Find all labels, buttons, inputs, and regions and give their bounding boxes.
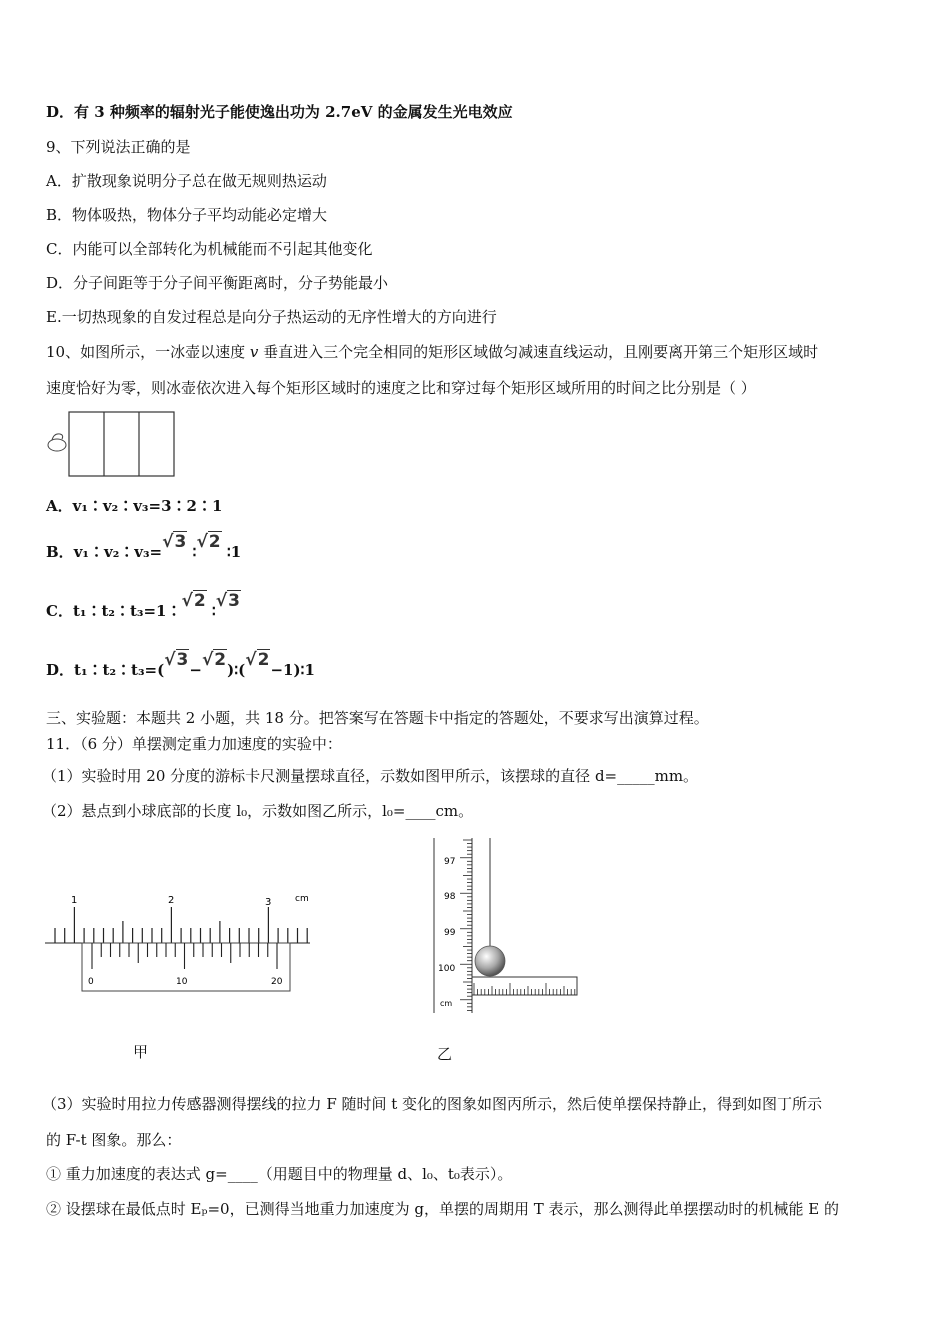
- q9-option-d: D．分子间距等于分子间平衡距离时，分子势能最小: [46, 274, 389, 292]
- q11-part3-sub1: ① 重力加速度的表达式 g=____（用题目中的物理量 d、l₀、t₀表示）。: [46, 1165, 513, 1183]
- caliper-vernier-label: 20: [271, 977, 283, 987]
- q9-option-b: B．物体吸热，物体分子平均动能必定增大: [46, 206, 328, 224]
- q10-option-b: B．v₁∶v₂∶v₃=√3 ∶√2 ∶1: [46, 532, 242, 561]
- q10-option-c: C．t₁∶t₂∶t₃=1∶√2 ∶√3: [46, 591, 240, 620]
- q9-stem: 9、下列说法正确的是: [46, 138, 191, 156]
- ruler-label: 98: [444, 892, 456, 902]
- curling-stone-icon: [48, 434, 66, 451]
- q11-part3-sub2: ② 设摆球在最低点时 Eₚ=0，已测得当地重力加速度为 g，单摆的周期用 T 表示，那么测得此单摆摆动时的机械能 E 的: [46, 1200, 839, 1218]
- ruler-label: 99: [444, 928, 456, 938]
- q11-part3-line2: 的 F-t 图象。那么：: [46, 1131, 182, 1149]
- ruler-unit: cm: [440, 999, 453, 1008]
- q11-part2: （2）悬点到小球底部的长度 l₀，示数如图乙所示，l₀=____cm。: [42, 802, 474, 820]
- pendulum-ball: [475, 946, 505, 976]
- caliper-vernier-label: 10: [176, 977, 188, 987]
- square-ruler-ticks: [474, 983, 575, 995]
- q10-stem-line1: 10、如图所示，一冰壶以速度 v 垂直进入三个完全相同的矩形区域做匀减速直线运动，且刚要离开第三个矩形区域时: [46, 343, 819, 361]
- rect-region-frame: [69, 412, 174, 476]
- caliper-main-label: 1: [71, 895, 78, 906]
- q11-part1: （1）实验时用 20 分度的游标卡尺测量摆球直径，示数如图甲所示，该摆球的直径 d=_____mm。: [42, 767, 699, 785]
- q9-option-a: A．扩散现象说明分子总在做无规则热运动: [46, 172, 327, 190]
- ruler-label: 100: [438, 964, 456, 974]
- caliper-main-label: 2: [168, 895, 175, 906]
- caliper-main-label: 3: [265, 897, 272, 908]
- caliper-vernier-label: 0: [88, 977, 94, 987]
- vernier-caliper-figure: [40, 885, 330, 997]
- caliper-main-scale: [55, 907, 307, 943]
- caption-yi: 乙: [437, 1045, 453, 1063]
- q11-part3-line1: （3）实验时用拉力传感器测得摆线的拉力 F 随时间 t 变化的图象如图丙所示，然后使单摆保持静止，得到如图丁所示: [42, 1095, 823, 1113]
- q10-stem-line2: 速度恰好为零，则冰壶依次进入每个矩形区域时的速度之比和穿过每个矩形区域所用的时间之比分别是（ ）: [46, 379, 756, 397]
- q9-option-c: C．内能可以全部转化为机械能而不引起其他变化: [46, 240, 373, 258]
- caliper-vernier-scale: [92, 943, 277, 969]
- q9-option-e: E.一切热现象的自发过程总是向分子热运动的无序性增大的方向进行: [46, 308, 497, 326]
- caption-jia: 甲: [133, 1043, 149, 1061]
- meter-ruler-figure: [428, 838, 588, 1018]
- q10-option-a: A．v₁∶v₂∶v₃=3∶2∶1: [46, 497, 223, 515]
- q10-option-d: D．t₁∶t₂∶t₃=(√3−√2)∶(√2−1)∶1: [46, 650, 315, 679]
- curling-figure: [46, 408, 186, 480]
- ruler-ticks: [460, 840, 472, 1010]
- q11-stem: 11．（6 分）单摆测定重力加速度的实验中：: [46, 735, 342, 753]
- ruler-label: 97: [444, 857, 456, 867]
- q8-option-d: D．有 3 种频率的辐射光子能使逸出功为 2.7eV 的金属发生光电效应: [46, 103, 513, 121]
- section3-header: 三、实验题：本题共 2 小题，共 18 分。把答案写在答题卡中指定的答题处，不要求写出演算过程。: [46, 709, 709, 727]
- caliper-unit: cm: [295, 894, 309, 904]
